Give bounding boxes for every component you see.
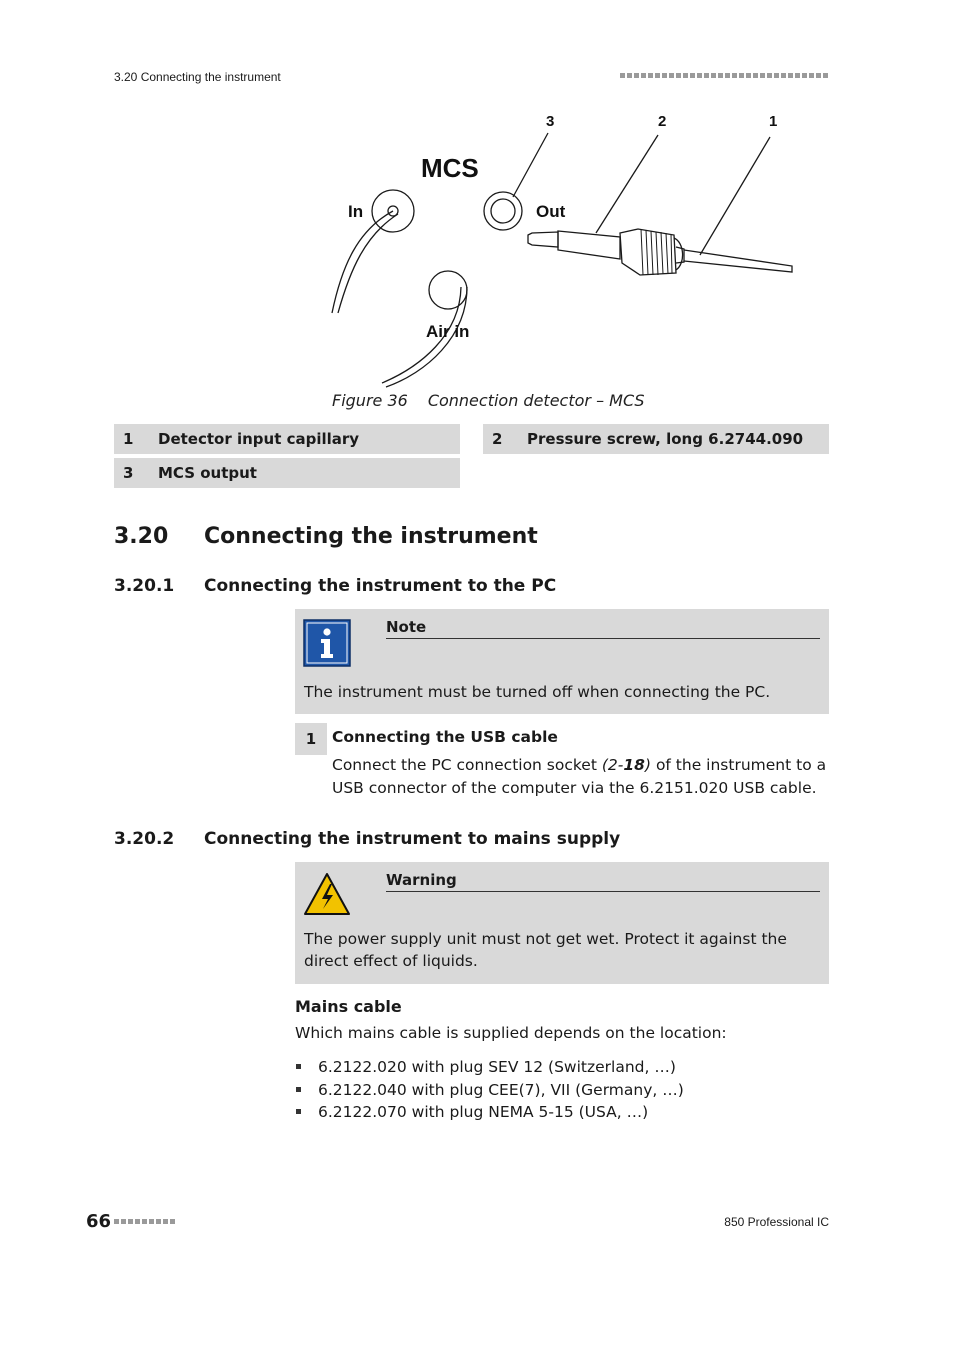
warning-text: The power supply unit must not get wet. Protect it against the direct effect of liquids. [304,930,787,970]
header-dot-bar [620,73,828,78]
subsection-heading-pc: 3.20.1 Connecting the instrument to the PC [114,576,557,596]
running-header: 3.20 Connecting the instrument [114,70,281,84]
list-item: 6.2122.020 with plug SEV 12 (Switzerland, …) [295,1056,684,1079]
footer-dot-bar [114,1219,175,1224]
note-box [295,609,829,714]
warning-box [295,862,829,984]
figure-caption [332,391,645,410]
step-text: Connect the PC connection socket (2-18) of the instrument to a USB connector of the computer via the 6.2151.020 USB cable. [332,756,827,797]
warning-icon [303,872,351,916]
page-number: 66 [86,1211,112,1232]
mains-cable-intro: Which mains cable is supplied depends on the location: [295,1024,727,1042]
section-heading: 3.20 Connecting the instrument [114,524,538,549]
callout-2: 2 [658,113,667,130]
step-number: 1 [295,723,327,755]
subsection-heading-mains: 3.20.2 Connecting the instrument to mains supply [114,829,621,849]
step-title: Connecting the USB cable [332,728,558,746]
callout-3: 3 [546,113,555,130]
callout-1: 1 [769,113,778,130]
legend-item: 1 Detector input capillary [114,424,460,454]
out-label: Out [536,202,566,221]
legend-item: 2 Pressure screw, long 6.2744.090 [483,424,829,454]
mains-cable-list [295,1056,684,1124]
footer-product: 850 Professional IC [724,1215,829,1229]
warning-title: Warning [386,871,820,892]
note-text: The instrument must be turned off when connecting the PC. [304,683,771,701]
legend-item: 3 MCS output [114,458,460,488]
figure-caption-text: Connection detector – MCS [427,391,645,410]
note-title: Note [386,618,820,639]
in-label: In [348,202,364,221]
list-item: 6.2122.040 with plug CEE(7), VII (Germany, …) [295,1079,684,1102]
figure-caption-number: Figure 36 [332,391,408,410]
air-in-label: Air in [426,322,470,341]
mcs-label: MCS [421,153,479,183]
info-icon [303,619,351,667]
connection-diagram [320,105,820,390]
list-item: 6.2122.070 with plug NEMA 5-15 (USA, …) [295,1101,684,1124]
mains-cable-heading: Mains cable [295,997,402,1016]
